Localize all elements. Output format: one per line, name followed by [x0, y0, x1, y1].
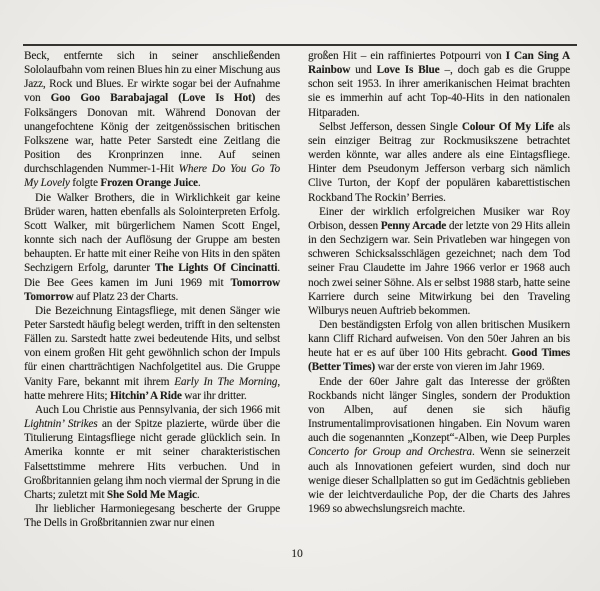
paragraph — [24, 49, 280, 191]
text-run: der letzte von 29 Hits allein in den Sechzigern war. Sein Privatleben war hingegen von schweren Schicksalsschlägen gezeichnet; nach dem Tod seiner Frau Claudette im Jahre 1966 verlor er 1968 auch noch zwei seiner Söhne. Als er selbst 1988 starb, hatte seine Karriere durch seine Mitwirkung bei den Traveling Wilburys neuen Auftrieb bekommen. — [308, 219, 570, 317]
text-run: großen Hit – ein raffiniertes Potpourri von — [308, 50, 506, 62]
song-title-bold: Hitchin’ A Ride — [109, 389, 182, 402]
text-run: Die Bezeichnung Eintagsfliege, mit denen Sänger wie Peter Sarstedt häufig belegt werden, trifft in den seltensten Fällen zu. Sarstedt hatte zwei bedeutende Hits, und selbst von einem großen Hit geht gewöhnlich schon der Impuls für einen chartträchtigen Nachfolgetitel aus. Die Gruppe Vanity Fare, bekannt mit ihrem — [24, 304, 280, 388]
text-run: und — [350, 64, 377, 77]
paragraph — [308, 120, 570, 205]
song-title-bold: Colour Of My Life — [461, 120, 554, 133]
text-run: als sein einziger Beitrag zur Rockmusikszene betrachtet werden könnte, war alles andere als eine Eintagsfliege. Hinter dem Pseudonym Jefferson verbarg sich nämlich Clive Turton, der Kopf der populären kabarettistischen Rockband The Rockin’ Berries. — [308, 120, 571, 204]
paragraph — [308, 318, 570, 375]
text-run: . Die Bee Gees kamen im Juni 1969 mit — [24, 262, 280, 289]
text-run: Einer der wirklich erfolgreichen Musiker war Roy Orbison, dessen — [308, 205, 570, 232]
song-title-italic: Early In The Morning — [174, 375, 278, 388]
song-title-bold: The Lights Of Cincinatti — [154, 262, 278, 275]
text-run: Beck, entfernte sich in seiner anschließenden Sololaufbahn vom reinen Blues hin zu einer Mischung aus Jazz, Rock und Blues. Er wirkte sogar bei der Aufnahme von — [24, 50, 280, 105]
song-title-italic: Where Do You Go To My Lovely — [24, 163, 281, 190]
song-title-bold: She Sold Me Magic — [106, 488, 197, 501]
text-run: war ihr dritter. — [181, 389, 247, 402]
song-title-bold: Penny Arcade — [380, 219, 447, 232]
paragraph — [24, 403, 280, 502]
text-run: des Folksängers Donovan mit. Während Donovan der unangefochtene König der zeitgenössischen britischen Folkszene war, hatte Peter Sarstedt eine Zeitlang die Position des Kronprinzen inne. Auf seinen durchschlagenden Nummer-1-Hit — [24, 92, 280, 176]
paragraph — [24, 191, 280, 304]
text-run: –, doch gab es die Gruppe schon seit 1953. In ihrer amerikanischen Heimat brachten sie es immerhin auf acht Top-40-Hits in den nationalen Hitparaden. — [308, 64, 571, 119]
top-rule — [23, 44, 577, 46]
column-right — [308, 49, 570, 530]
text-run: Die Walker Brothers, die in Wirklichkeit gar keine Brüder waren, hatten ebenfalls als Solointerpreten Erfolg. Scott Walker, mit bürgerlichem Namen Scott Engel, konnte sich nach der Auflösung der Gruppe am besten behaupten. Er hatte mit einer Reihe von Hits in den späten Sechzigern Erfolg, darunter — [24, 191, 280, 275]
song-title-bold: Tomorrow Tomorrow — [24, 276, 280, 303]
paragraph — [308, 49, 570, 120]
text-run: Ende der 60er Jahre galt das Interesse der größten Rockbands nicht länger Singles, sondern der Produktion von Alben, auf denen sie sich häufig Instrumentalimprovisationen hingaben. Ein Novum waren auch die sogenannten „Konzept“-Alben, wie Deep Purples — [308, 375, 570, 445]
song-title-bold: Love Is Blue — [376, 64, 440, 77]
text-run: . — [196, 488, 200, 501]
text-run: Den beständigsten Erfolg von allen britischen Musikern kann Cliff Richard aufweisen. Von den 50er Jahren an bis heute hat er es auf über 100 Hits gebracht. — [308, 318, 570, 360]
song-title-italic: Concerto for Group and Orchestra — [308, 446, 472, 459]
column-left — [24, 49, 280, 530]
text-run: Auch Lou Christie aus Pennsylvania, der sich 1966 mit — [35, 403, 280, 416]
song-title-bold: I Can Sing A Rainbow — [308, 50, 570, 77]
text-columns — [24, 49, 570, 530]
paragraph — [308, 375, 570, 517]
song-title-bold: Frozen Orange Juice — [100, 177, 198, 190]
page-number: 10 — [291, 548, 303, 560]
text-run: war der erste von vieren im Jahr 1969. — [375, 361, 545, 374]
text-run: , hatte mehrere Hits; — [24, 375, 281, 402]
text-run: Selbst Jefferson, dessen Single — [319, 120, 462, 133]
paragraph — [308, 205, 570, 318]
paragraph — [24, 304, 280, 403]
song-title-bold: Goo Goo Barabajagal (Love Is Hot) — [50, 92, 256, 105]
text-run: . — [197, 177, 201, 190]
text-run: folgte — [69, 177, 101, 190]
text-run: an der Spitze plazierte, würde über die Titulierung Eintagsfliege nicht gerade glücklich sein. In Amerika konnte er mit seiner charakteristischen Falsettstimme mehrere Hits verbuchen. Und in Großbritannien gelang ihm noch viermal der Sprung in die Charts; zuletzt mit — [24, 418, 280, 501]
text-run: auf Platz 23 der Charts. — [73, 290, 179, 303]
paragraph — [24, 502, 280, 530]
song-title-bold: Good Times (Better Times) — [308, 347, 570, 374]
song-title-italic: Lightnin’ Strikes — [24, 418, 98, 431]
text-run: . Wenn sie seinerzeit auch als Innovationen gefeiert wurden, sind doch nur wenige dieser Schallplatten so gut im Gedächtnis geblieben wie der leichtverdauliche Pop, der die Charts des Jahres 1969 so abwechslungsreich machte. — [308, 446, 570, 515]
text-run: Ihr lieblicher Harmoniegesang bescherte der Gruppe The Dells in Großbritannien zwar nur einen — [24, 503, 280, 530]
